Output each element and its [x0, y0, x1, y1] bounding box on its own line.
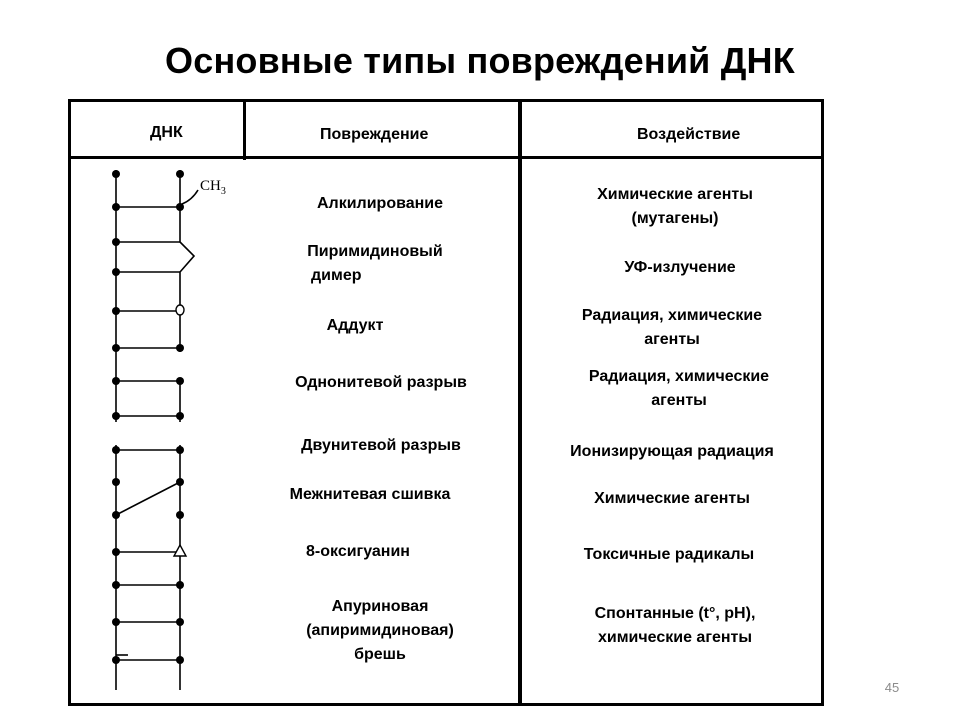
agent-line: УФ-излучение [624, 259, 736, 276]
dna-node [176, 478, 184, 486]
dna-node [176, 377, 184, 385]
column-divider-1 [243, 100, 246, 160]
dna-node [112, 238, 120, 246]
damage-cell [255, 483, 485, 507]
agent-cell [542, 440, 802, 464]
dna-damage-diagram [70, 160, 242, 700]
dna-node [176, 511, 184, 519]
column-divider-2 [518, 100, 522, 706]
dna-node [176, 170, 184, 178]
methyl-label: $CH_3$ [200, 178, 226, 197]
pyrimidine-dimer-kink [180, 238, 194, 308]
damage-line: Пиримидиновый [307, 243, 443, 260]
agent-line: Химические агенты [594, 490, 750, 507]
agent-cell [550, 256, 810, 280]
dna-node [176, 446, 184, 454]
agent-line: агенты [651, 392, 707, 409]
dna-node [112, 478, 120, 486]
adduct-marker [176, 305, 184, 315]
dna-node [176, 581, 184, 589]
dna-node [112, 203, 120, 211]
damage-cell [265, 595, 495, 667]
agent-line: Радиация, химические [588, 368, 770, 385]
header-agent: Воздействие [637, 126, 741, 143]
damage-cell [243, 540, 473, 564]
dna-node [176, 412, 184, 420]
agent-line: Химические агенты [597, 186, 753, 203]
damage-line: Межнитевая сшивка [289, 486, 451, 503]
dna-node [176, 344, 184, 352]
damage-cell [266, 371, 496, 395]
header-dna: ДНК [150, 124, 183, 141]
agent-line: Токсичные радикалы [583, 546, 755, 563]
damage-line: Апуриновая [331, 598, 429, 615]
agent-line: агенты [644, 331, 700, 348]
damage-line: брешь [354, 646, 406, 663]
dna-node [112, 170, 120, 178]
dna-node [176, 656, 184, 664]
dna-node [176, 203, 184, 211]
agent-line: (мутагены) [631, 210, 719, 227]
dna-node [112, 344, 120, 352]
dna-node [112, 307, 120, 315]
damage-line: димер [311, 267, 362, 284]
damage-line: Двунитевой разрыв [301, 437, 461, 454]
dna-node [112, 511, 120, 519]
dna-node [112, 656, 120, 664]
agent-cell [539, 543, 799, 567]
dna-node [112, 268, 120, 276]
dna-node [112, 581, 120, 589]
agent-line: Радиация, химические [581, 307, 763, 324]
agent-line: Ионизирующая радиация [570, 443, 774, 460]
oxoguanine-marker [174, 545, 186, 556]
methyl-bond [182, 190, 198, 204]
agent-line: Спонтанные (t°, pH), [594, 605, 756, 622]
damage-cell [266, 434, 496, 458]
dna-node [112, 377, 120, 385]
damage-cell [240, 314, 470, 338]
page-number: 45 [884, 680, 900, 695]
damage-cell [260, 240, 490, 288]
dna-node [112, 548, 120, 556]
agent-cell [542, 304, 802, 352]
damage-cell [265, 192, 495, 216]
slide-title: Основные типы повреждений ДНК [165, 40, 795, 81]
header-damage: Повреждение [320, 126, 429, 143]
agent-cell [545, 183, 805, 231]
dna-node [112, 412, 120, 420]
damage-line: 8-оксигуанин [306, 543, 410, 560]
interstrand-crosslink [116, 482, 180, 515]
damage-line: Однонитевой разрыв [295, 374, 467, 391]
damage-line: Аддукт [326, 317, 384, 334]
damage-line: (апиримидиновая) [306, 622, 454, 639]
dna-node [112, 618, 120, 626]
agent-cell [545, 602, 805, 650]
agent-cell [542, 487, 802, 511]
agent-cell [549, 365, 809, 413]
damage-line: Алкилирование [316, 195, 444, 212]
header-divider [68, 156, 824, 159]
dna-node [112, 446, 120, 454]
dna-node [176, 618, 184, 626]
agent-line: химические агенты [597, 629, 753, 646]
